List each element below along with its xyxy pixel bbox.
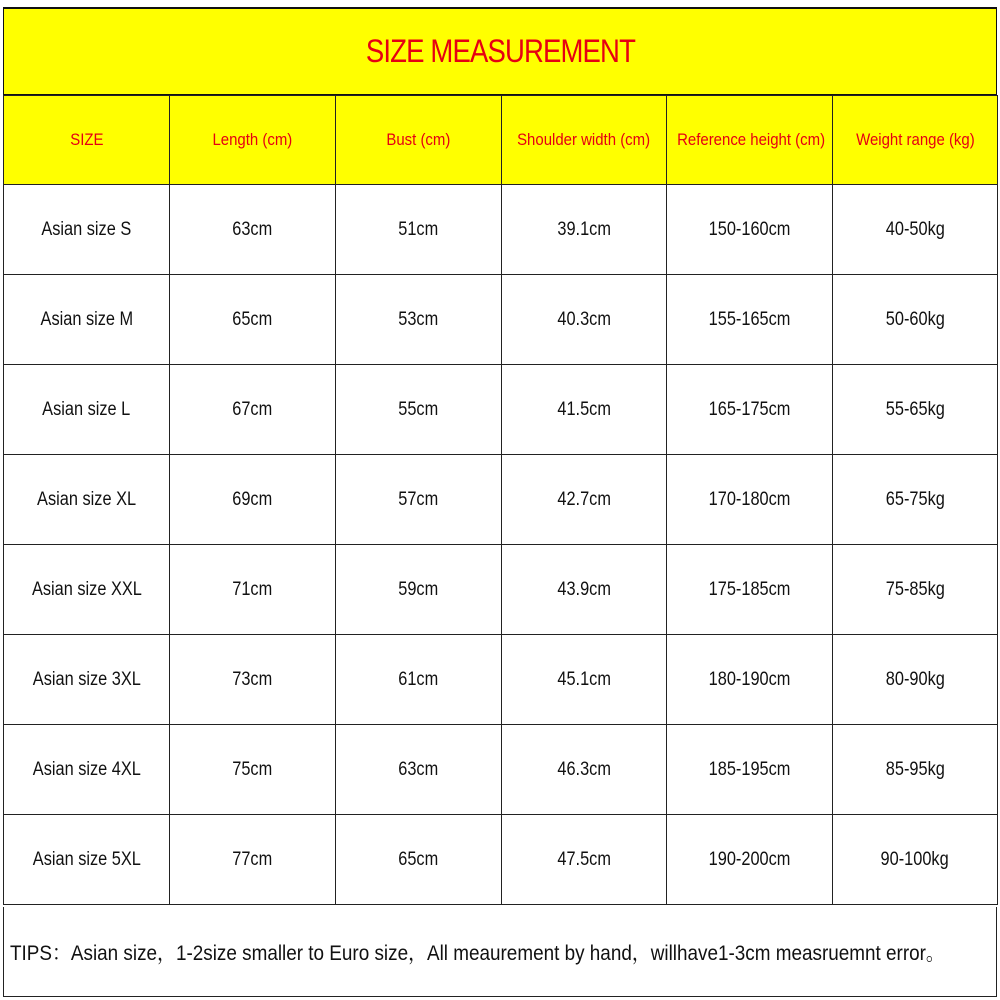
table-cell: 71cm [170,545,336,635]
table-cell: 55-65kg [833,365,998,455]
table-row [4,275,998,365]
table-cell: 59cm [336,545,502,635]
table-cell: 45.1cm [502,635,667,725]
table-row [4,455,998,545]
table-cell: 65cm [336,815,502,905]
table-cell: 155-165cm [667,275,833,365]
table-cell: Asian size XL [4,455,170,545]
table-cell: 75cm [170,725,336,815]
table-cell: 77cm [170,815,336,905]
table-cell: 51cm [336,185,502,275]
table-cell: Asian size M [4,275,170,365]
table-cell: 190-200cm [667,815,833,905]
table-cell: 46.3cm [502,725,667,815]
title-bar [3,7,997,95]
table-cell: 53cm [336,275,502,365]
table-cell: 165-175cm [667,365,833,455]
table-cell: Asian size L [4,365,170,455]
page-title: SIZE MEASUREMENT [365,33,635,69]
column-header-size: SIZE [4,96,170,185]
table-cell: 55cm [336,365,502,455]
tips-note [3,907,997,997]
table-cell: 61cm [336,635,502,725]
table-row [4,725,998,815]
column-header-weight-range: Weight range (kg) [833,96,998,185]
table-row [4,815,998,905]
table-cell: 69cm [170,455,336,545]
table-cell: 43.9cm [502,545,667,635]
table-cell: 47.5cm [502,815,667,905]
table-cell: 65cm [170,275,336,365]
table-cell: 185-195cm [667,725,833,815]
table-cell: 63cm [336,725,502,815]
column-header-reference-height: Reference height (cm) [667,96,833,185]
table-cell: 80-90kg [833,635,998,725]
table-cell: 50-60kg [833,275,998,365]
table-cell: Asian size 4XL [4,725,170,815]
table-cell: Asian size XXL [4,545,170,635]
table-cell: 40.3cm [502,275,667,365]
table-cell: Asian size S [4,185,170,275]
table-cell: 75-85kg [833,545,998,635]
tips-text: TIPS：Asian size，1-2size smaller to Euro size，All meaurement by hand，willhave1-3cm measruemnt error。 [10,941,945,965]
size-table [3,95,998,905]
column-header-length: Length (cm) [170,96,336,185]
table-cell: Asian size 3XL [4,635,170,725]
table-cell: 170-180cm [667,455,833,545]
table-cell: 85-95kg [833,725,998,815]
table-cell: 57cm [336,455,502,545]
table-row [4,545,998,635]
table-cell: 175-185cm [667,545,833,635]
table-row [4,635,998,725]
table-cell: 40-50kg [833,185,998,275]
table-cell: 90-100kg [833,815,998,905]
table-cell: 73cm [170,635,336,725]
table-row [4,365,998,455]
table-cell: 41.5cm [502,365,667,455]
table-cell: Asian size 5XL [4,815,170,905]
table-cell: 67cm [170,365,336,455]
table-cell: 150-160cm [667,185,833,275]
table-cell: 39.1cm [502,185,667,275]
table-cell: 180-190cm [667,635,833,725]
table-cell: 63cm [170,185,336,275]
table-cell: 42.7cm [502,455,667,545]
table-cell: 65-75kg [833,455,998,545]
column-header-shoulder-width: Shoulder width (cm) [502,96,667,185]
header-row [4,96,998,185]
table-row [4,185,998,275]
column-header-bust: Bust (cm) [336,96,502,185]
